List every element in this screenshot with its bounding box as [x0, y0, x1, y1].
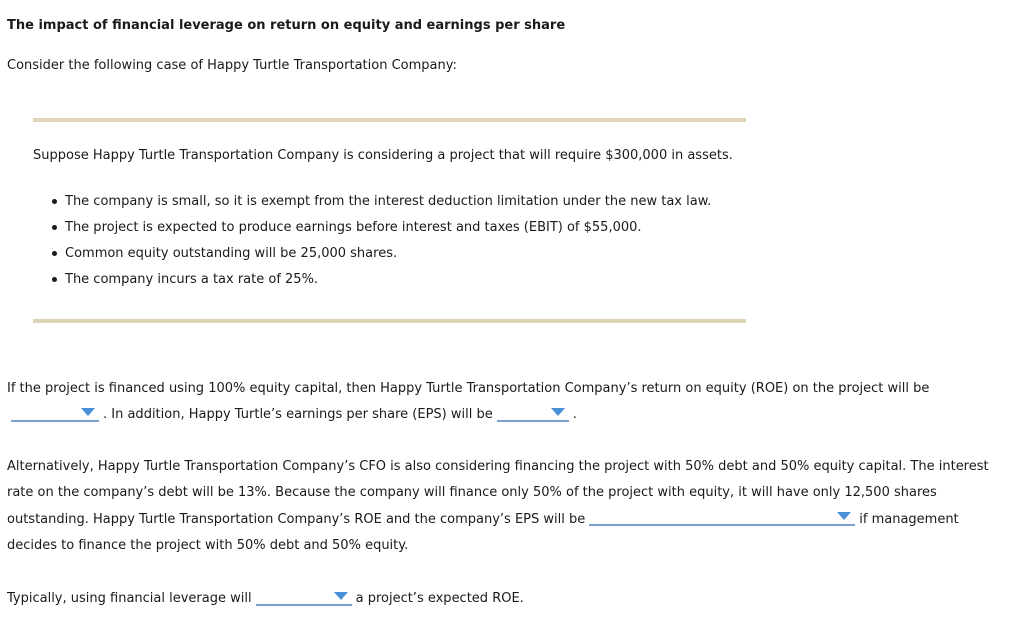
- bullet-item: The company incurs a tax rate of 25%.: [52, 267, 711, 293]
- case-lead-text: Suppose Happy Turtle Transportation Company is considering a project that will require $300,000 in assets.: [33, 148, 733, 163]
- question-3-paragraph: [7, 586, 1012, 612]
- question-1-paragraph: [7, 376, 1012, 429]
- intro-text: Consider the following case of Happy Turtle Transportation Company:: [7, 58, 457, 73]
- q3-text-b: a project’s expected ROE.: [355, 591, 524, 606]
- chevron-down-icon: [81, 408, 95, 416]
- eps-equity-dropdown[interactable]: [497, 402, 569, 422]
- q2-text-a: Alternatively, Happy Turtle Transportation Company’s CFO is also considering financing the project with 50% debt and 50% equity capital. The interest rate on the company’s debt will be 13%. Because the company will finance only 50% of the project with equity, it will have only 12,500 shares outstanding. Happy Turtle Transportation Company’s ROE and the company’s EPS will be: [7, 459, 989, 527]
- q2-text-b: if management decides to finance the project with 50% debt and 50% equity.: [7, 511, 959, 553]
- q1-text-a: If the project is financed using 100% equity capital, then Happy Turtle Transportation Company’s return on equity (ROE) on the project will be: [7, 381, 930, 396]
- chevron-down-icon: [837, 512, 851, 520]
- q1-text-c: .: [572, 407, 577, 423]
- chevron-down-icon: [551, 408, 565, 416]
- roe-equity-dropdown[interactable]: [11, 402, 99, 422]
- roe-eps-debt-dropdown[interactable]: [589, 506, 855, 526]
- q1-text-b: . In addition, Happy Turtle’s earnings per share (EPS) will be: [103, 407, 493, 423]
- bullet-item: The project is expected to produce earnings before interest and taxes (EBIT) of $55,000.: [52, 215, 711, 241]
- case-bottom-divider: [33, 319, 746, 323]
- bullet-item: The company is small, so it is exempt from the interest deduction limitation under the new tax law.: [52, 189, 711, 215]
- question-2-paragraph: [7, 454, 1012, 559]
- page-title: The impact of financial leverage on return on equity and earnings per share: [7, 18, 566, 33]
- case-bullet-list: [52, 189, 711, 293]
- chevron-down-icon: [334, 592, 348, 600]
- case-top-divider: [33, 118, 746, 122]
- bullet-item: Common equity outstanding will be 25,000 shares.: [52, 241, 711, 267]
- leverage-effect-dropdown[interactable]: [256, 586, 352, 606]
- q3-text-a: Typically, using financial leverage will: [7, 591, 252, 606]
